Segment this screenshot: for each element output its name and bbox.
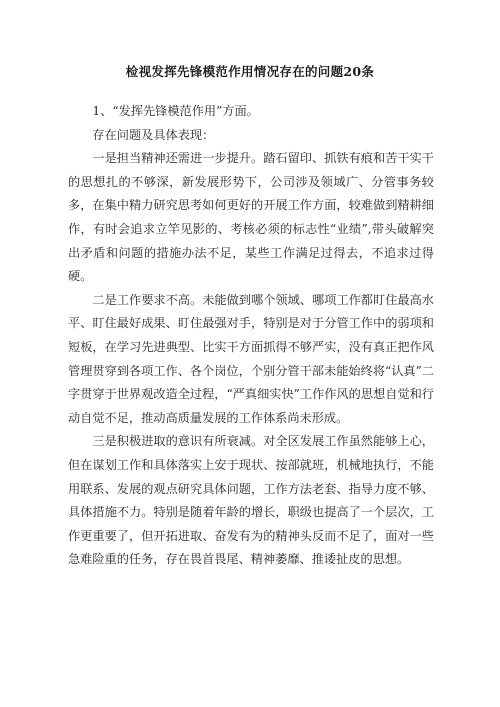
subheading-problems: 存在问题及具体表现： <box>92 127 215 142</box>
paragraph-one: 一是担当精神还需进一步提升。踏石留印、抓铁有痕和苦干实干的思想扎的不够深，新发展形势下，公司涉及领域广、分管事务较多，在集中精力研究思考如何更好的开展工作方面，较难做到精耕细作，有时会追求立竿见影的、考核必须的标志性“业绩”,带头破解突出矛盾和问题的措施办法不足，某些工作满足过得去，不追求过得硬。 <box>68 151 434 284</box>
document-body <box>68 100 434 572</box>
section-heading: 1、“发挥先锋模范作用”方面。 <box>92 104 259 118</box>
paragraph-two: 二是工作要求不高。未能做到哪个领域、哪项工作都盯住最高水平、盯住最好成果、盯住最强对手，特别是对于分管工作中的弱项和短板，在学习先进典型、比实干方面抓得不够严实，没有真正把作风管理贯穿到各项工作、各个岗位，个别分管干部未能始终将“认真”二字贯穿于世界观改造全过程，“严真细实快”工作作风的思想自觉和行动自觉不足，推动高质量发展的工作体系尚未形成。 <box>68 292 434 425</box>
document-title: 检视发挥先锋模范作用情况存在的问题20条 <box>125 64 375 79</box>
paragraph-three: 三是积极进取的意识有所衰减。对全区发展工作虽然能够上心，但在谋划工作和具体落实上安于现状、按部就班，机械地执行，不能用联系、发展的观点研究具体问题，工作方法老套、指导力度不够、具体措施不力。特别是随着年龄的增长，职级也提高了一个层次，工作更重要了，但开拓进取、奋发有为的精神头反而不足了，面对一些急难险重的任务，存在畏首畏尾、精神萎靡、推诿扯皮的思想。 <box>68 434 434 567</box>
